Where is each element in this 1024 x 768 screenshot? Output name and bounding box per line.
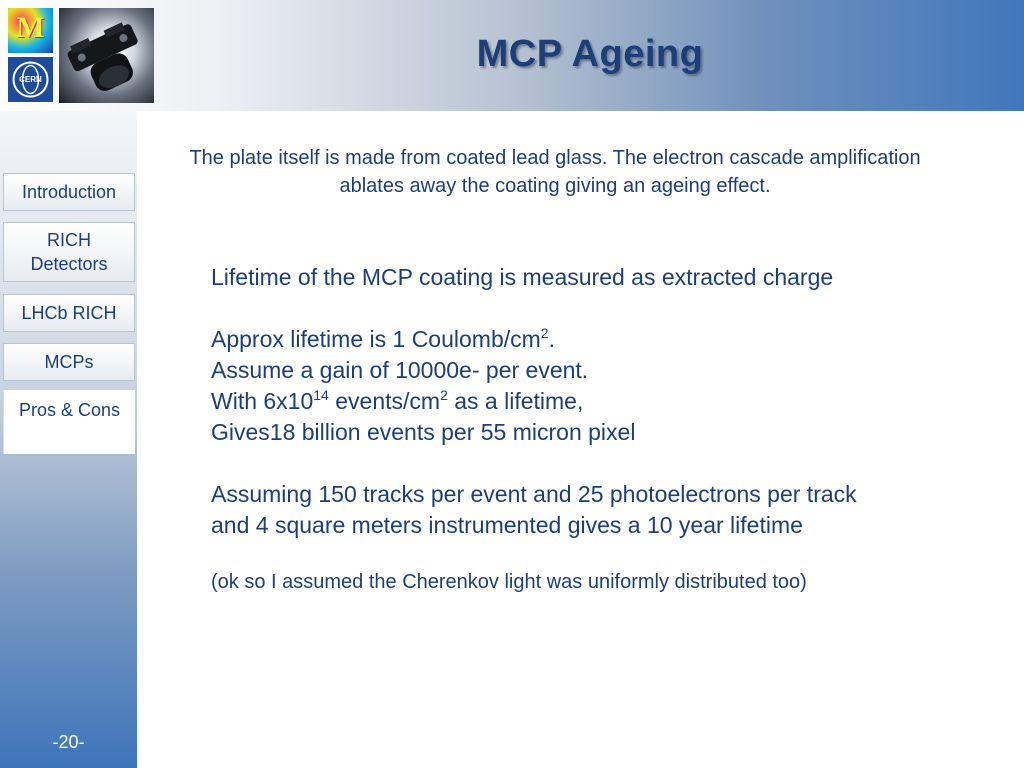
nav-item-rich-detectors[interactable]: RICH Detectors	[3, 222, 135, 282]
cern-logo	[8, 57, 53, 102]
lifetime-line: Lifetime of the MCP coating is measured as extracted charge	[211, 264, 834, 290]
tracks-line: Assuming 150 tracks per event and 25 photoelectrons per track	[211, 481, 857, 507]
lhcb-logo	[8, 8, 53, 53]
pixel-line: Gives18 billion events per 55 micron pixel	[211, 419, 636, 445]
body-text	[211, 262, 991, 598]
lhcb-logo-letter: M	[16, 11, 45, 44]
cern-logo-text: CERN	[19, 75, 42, 84]
nav-item-introduction[interactable]: Introduction	[3, 173, 135, 211]
events-line: With $6x10^{14}$ events/$cm^2$ as a lifetime,	[211, 387, 584, 414]
page-title: MCP Ageing	[476, 33, 704, 75]
page-number: -20-	[52, 732, 85, 752]
approx-lifetime-line: Approx lifetime is 1 Coulomb/$cm^2$.	[211, 325, 555, 352]
lifetime-result-line: and 4 square meters instrumented gives a 10 year lifetime	[211, 512, 803, 538]
detector-photo	[59, 8, 154, 103]
nav-item-lhcb-rich[interactable]: LHCb RICH	[3, 294, 135, 332]
nav-item-pros-cons[interactable]: Pros & Cons	[3, 390, 135, 454]
detector-photo-image	[59, 8, 154, 103]
nav-item-mcps[interactable]: MCPs	[3, 343, 135, 381]
assumption-note: (ok so I assumed the Cherenkov light was uniformly distributed too)	[211, 571, 807, 593]
header-band	[0, 0, 1024, 111]
intro-text: The plate itself is made from coated lead glass. The electron cascade amplification ablates away the coating giving an ageing effect.	[189, 147, 921, 197]
gain-line: Assume a gain of 10000e- per event.	[211, 357, 589, 383]
cern-logo-icon	[8, 57, 53, 102]
